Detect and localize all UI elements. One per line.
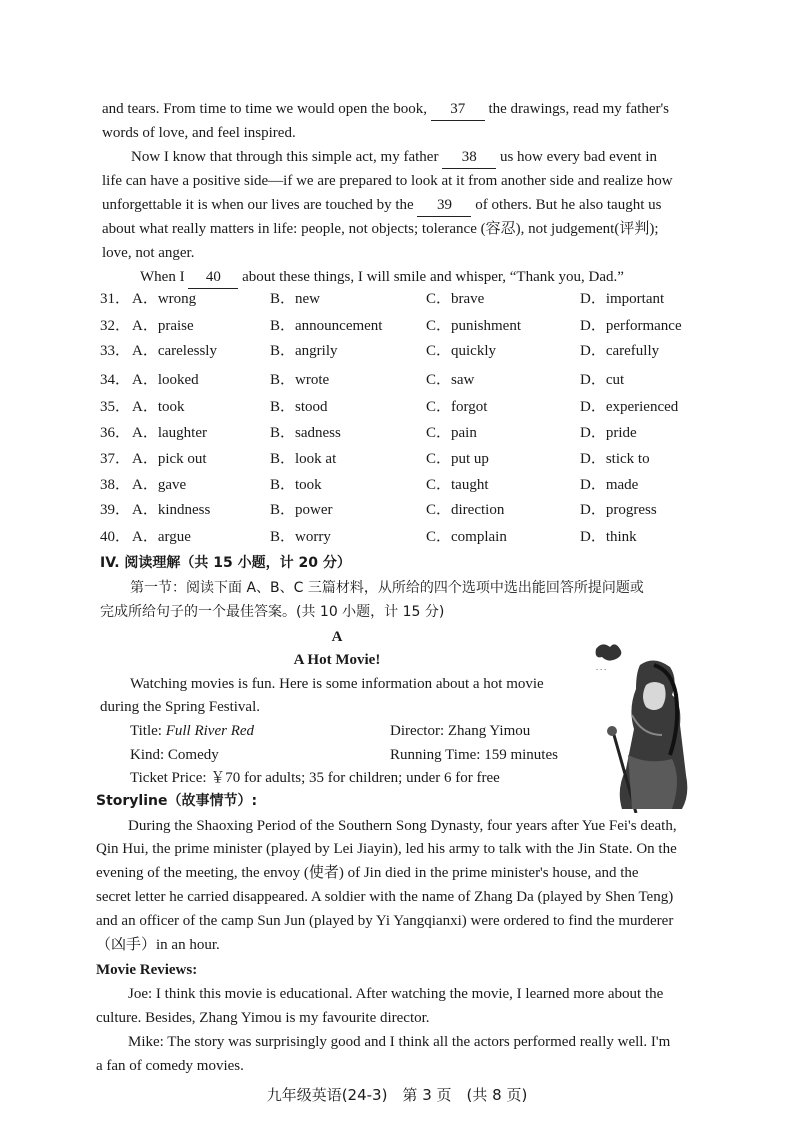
question-number: 40． [100,529,131,545]
article-letter: A [331,629,343,645]
passage-line-3 [131,146,657,169]
movie-title-label: Title: [130,723,166,739]
reviews-heading: Movie Reviews: [96,962,198,978]
movie-director: Director: Zhang Yimou [390,723,531,739]
passage-text: When I [140,269,189,285]
storyline-line: and an officer of the camp Sun Jun (played by Yi Yangqianxi) were ordered to find the murderer [96,913,674,929]
question-row-34 [100,369,740,391]
option-c: C．punishment [426,318,522,334]
option-b: B．power [270,502,333,518]
passage-text: of others. But he also taught us [471,197,662,213]
option-c: C．put up [426,451,489,467]
question-number: 36． [100,425,131,441]
blank-40: 40 [188,266,238,289]
movie-running-time: Running Time: 159 minutes [390,747,558,763]
question-number: 32． [100,318,131,334]
option-d: D．carefully [580,343,660,359]
passage-text: unforgettable it is when our lives are touched by the [102,197,418,213]
option-a: A．gave [132,477,187,493]
option-d: D．important [580,291,665,307]
movie-kind: Kind: Comedy [130,747,219,763]
question-number: 31． [100,291,131,307]
review-joe: culture. Besides, Zhang Yimou is my favourite director. [96,1010,430,1026]
passage-text: about these things, I will smile and whisper, “Thank you, Dad.” [238,269,624,285]
option-b: B．sadness [270,425,341,441]
option-c: C．taught [426,477,489,493]
question-row-37 [100,448,740,470]
passage-line-2: words of love, and feel inspired. [102,125,296,141]
blank-37: 37 [431,98,485,121]
question-row-40 [100,526,740,548]
passage-text: us how every bad event in [496,149,657,165]
question-row-33 [100,340,740,362]
option-b: B．worry [270,529,331,545]
option-b: B．look at [270,451,337,467]
question-row-38 [100,474,740,496]
storyline-heading: Storyline（故事情节）: [96,793,258,809]
option-b: B．took [270,477,322,493]
option-c: C．pain [426,425,477,441]
option-b: B．angrily [270,343,338,359]
passage-line-8 [140,266,624,289]
option-a: A．carelessly [132,343,217,359]
article-intro: Watching movies is fun. Here is some information about a hot movie [130,676,544,692]
option-c: C．direction [426,502,505,518]
option-d: D．cut [580,372,625,388]
movie-poster-image [588,635,700,813]
blank-38: 38 [442,146,496,169]
blank-39: 39 [417,194,471,217]
section-heading: IV. 阅读理解（共 15 小题，计 20 分） [100,555,351,571]
storyline-line: secret letter he carried disappeared. A soldier with the name of Zhang Da (played by Shen Teng) [96,889,674,905]
passage-line-7: love, not anger. [102,245,195,261]
passage-line-1 [102,98,669,121]
question-number: 34． [100,372,131,388]
option-c: C．complain [426,529,507,545]
page-footer: 九年级英语(24-3) 第 3 页 (共 8 页) [266,1086,528,1104]
option-d: D．made [580,477,639,493]
passage-text: and tears. From time to time we would open the book, [102,101,431,117]
option-c: C．brave [426,291,485,307]
question-number: 37． [100,451,131,467]
option-a: A．took [132,399,185,415]
option-a: A．argue [132,529,191,545]
movie-title-value: Full River Red [165,723,255,739]
question-row-39 [100,499,740,521]
question-row-35 [100,396,740,418]
option-b: B．wrote [270,372,330,388]
movie-title [130,720,254,742]
option-d: D．performance [580,318,682,334]
question-number: 33． [100,343,131,359]
movie-ticket-price: Ticket Price: ￥70 for adults; 35 for children; under 6 for free [130,770,500,786]
option-a: A．wrong [132,291,197,307]
option-d: D．stick to [580,451,650,467]
passage-text: the drawings, read my father's [484,101,670,117]
option-c: C．quickly [426,343,496,359]
option-a: A．laughter [132,425,207,441]
passage-text: Now I know that through this simple act, my father [131,149,443,165]
option-b: B．stood [270,399,328,415]
question-row-31 [100,288,740,310]
option-a: A．kindness [132,502,211,518]
passage-line-4: life can have a positive side—if we are prepared to look at it from another side and realize how [102,173,673,189]
question-number: 39． [100,502,131,518]
option-c: C．saw [426,372,475,388]
section-instructions: 第一节：阅读下面 A、B、C 三篇材料，从所给的四个选项中选出能回答所提问题或 [130,580,644,596]
svg-text:- - -: - - - [596,666,607,673]
option-b: B．new [270,291,320,307]
passage-line-5 [102,194,661,217]
option-c: C．forgot [426,399,488,415]
option-d: D．pride [580,425,637,441]
article-intro: during the Spring Festival. [100,699,260,715]
question-number: 38． [100,477,131,493]
option-a: A．looked [132,372,199,388]
storyline-line: Qin Hui, the prime minister (played by Lei Jiayin), led his army to talk with the Jin State. On the [96,841,677,857]
option-a: A．pick out [132,451,207,467]
review-joe: Joe: I think this movie is educational. After watching the movie, I learned more about the [128,986,664,1002]
review-mike: a fan of comedy movies. [96,1058,244,1074]
question-row-32 [100,315,740,337]
storyline-line: （凶手）in an hour. [96,937,220,953]
article-title: A Hot Movie! [293,652,381,668]
storyline-line: During the Shaoxing Period of the Southern Song Dynasty, four years after Yue Fei's death, [128,818,677,834]
storyline-line: evening of the meeting, the envoy (使者) of Jin died in the prime minister's house, and the [96,865,639,881]
passage-line-6: about what really matters in life: people, not objects; tolerance (容忍), not judgement(评判); [102,221,659,237]
question-number: 35． [100,399,131,415]
option-a: A．praise [132,318,194,334]
question-row-36 [100,422,740,444]
option-d: D．experienced [580,399,679,415]
review-mike: Mike: The story was surprisingly good and I think all the actors performed really well. I'm [128,1034,671,1050]
option-d: D．think [580,529,637,545]
section-instructions: 完成所给句子的一个最佳答案。(共 10 小题，计 15 分) [100,604,445,620]
option-d: D．progress [580,502,657,518]
option-b: B．announcement [270,318,383,334]
